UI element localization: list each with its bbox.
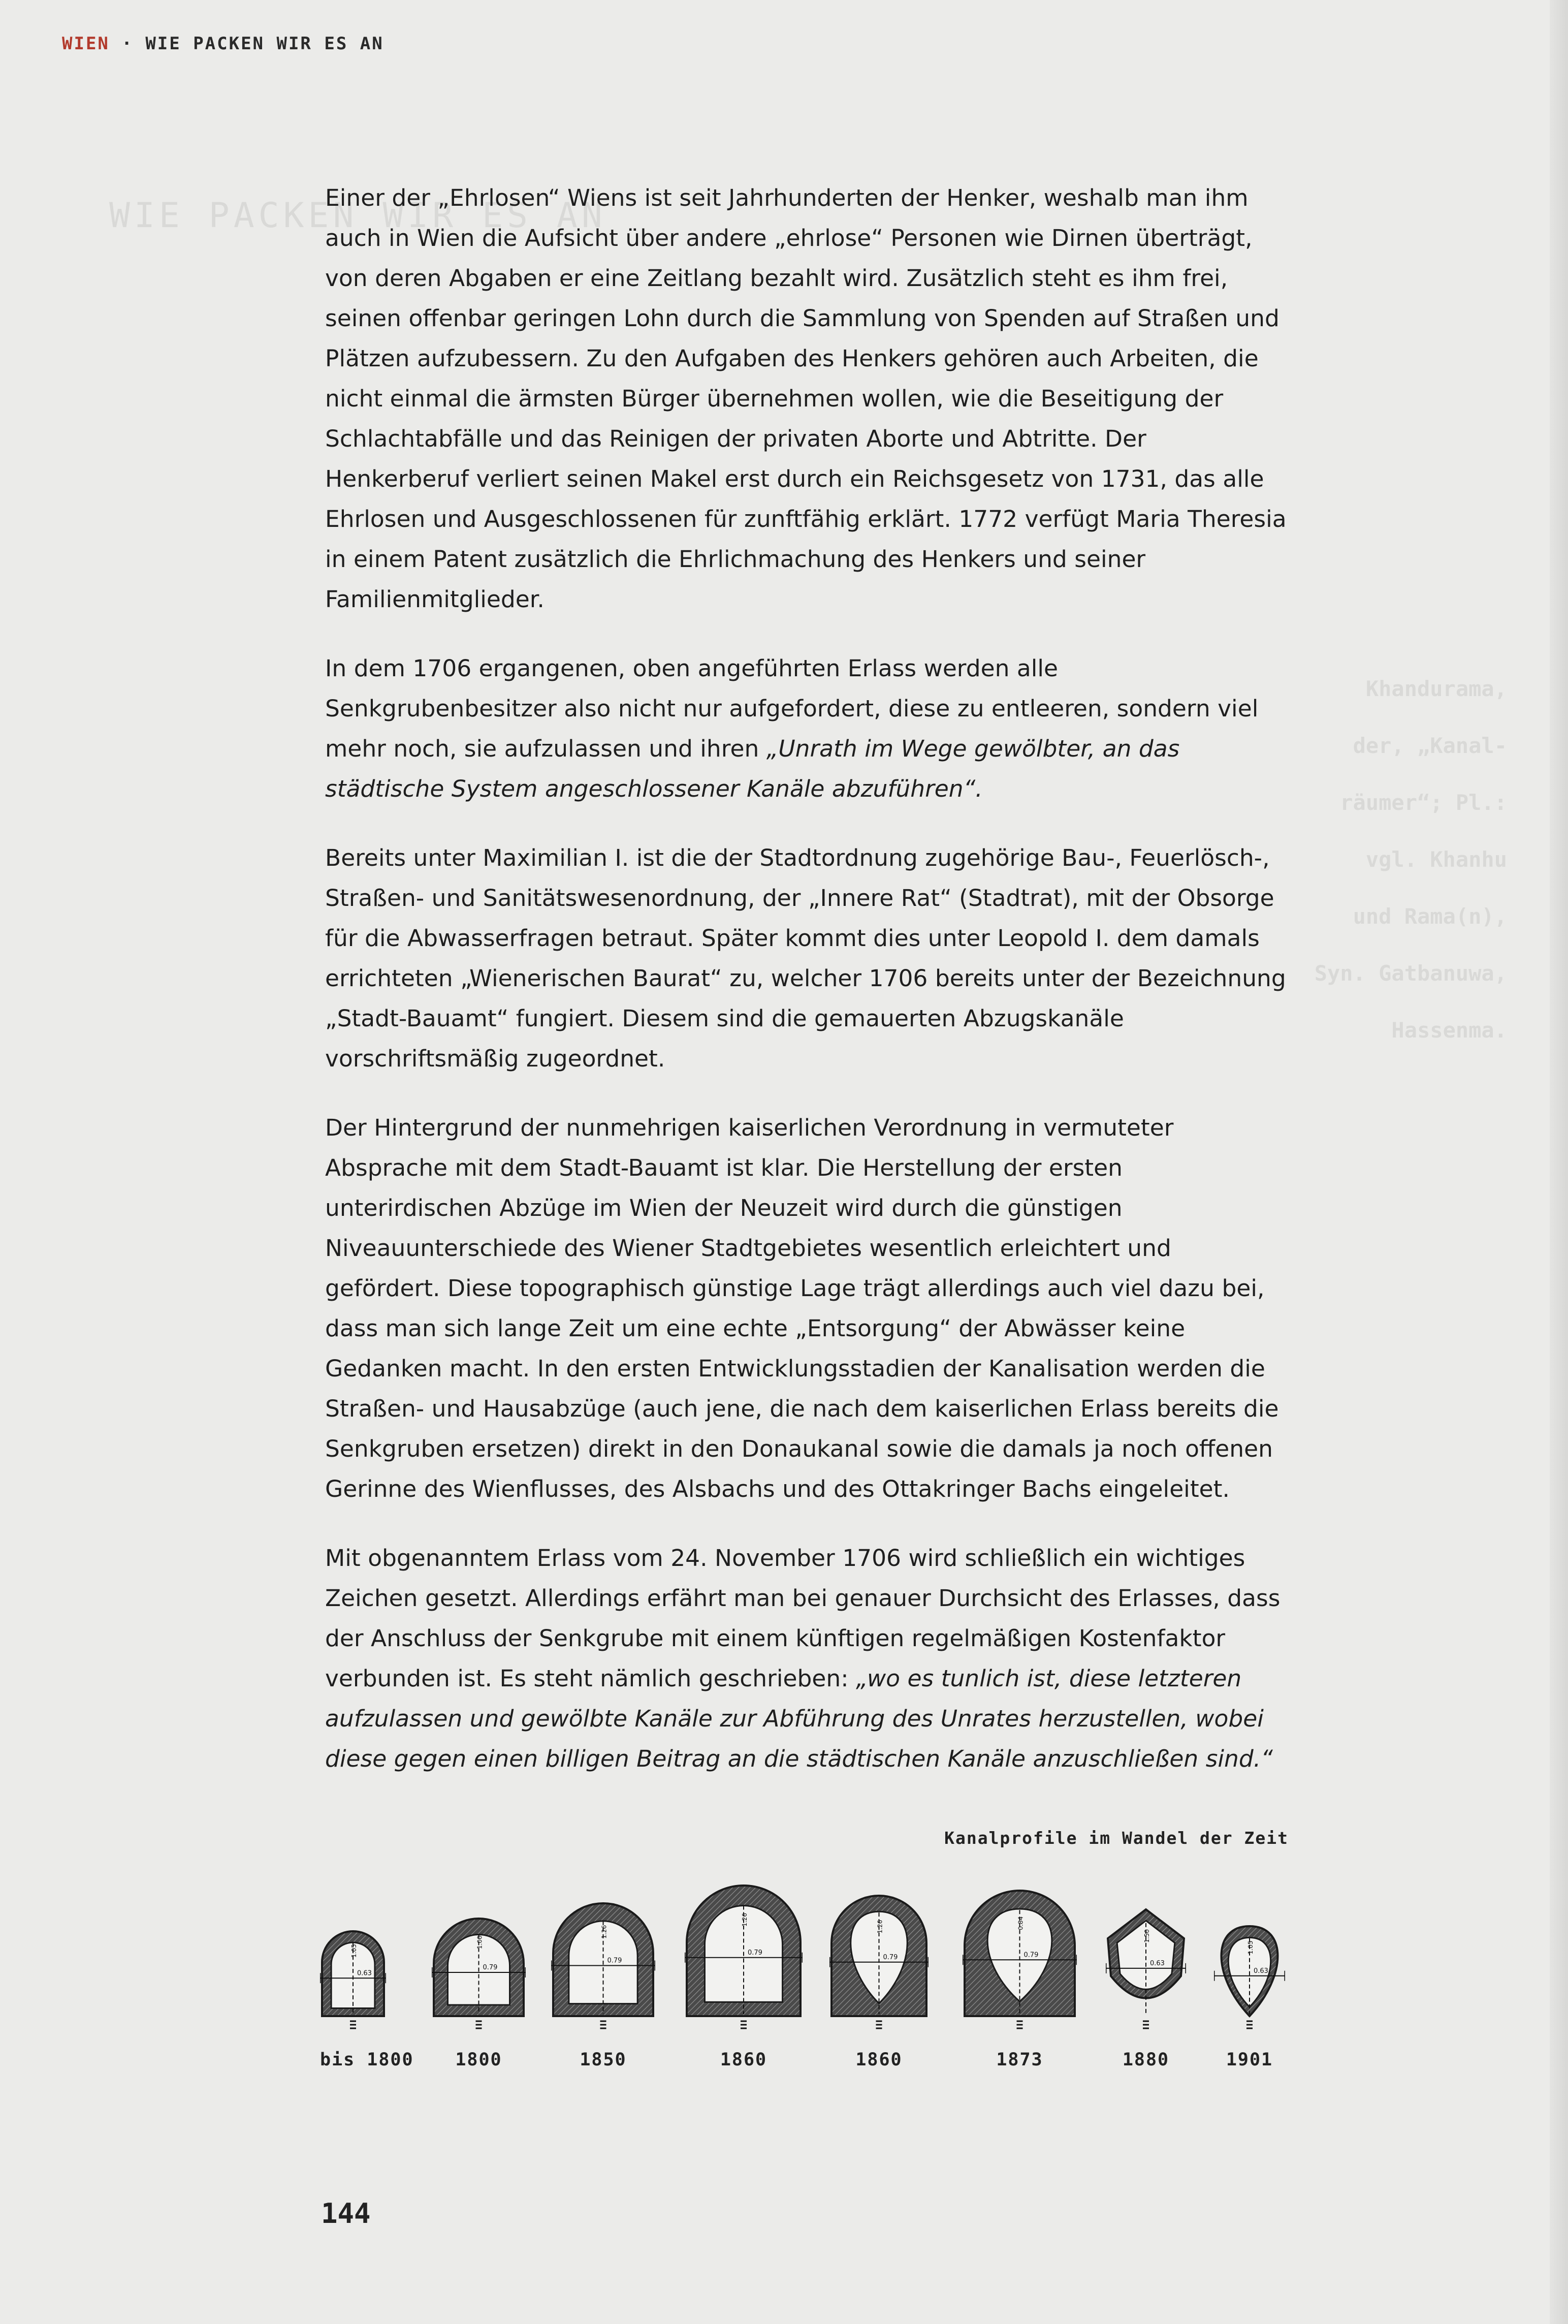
bleed-through-line: Khandurama, xyxy=(1365,676,1507,701)
profile-height-dimension: 0.84 xyxy=(1017,1916,1025,1930)
bleed-through-heading: WIE PACKEN WIR ES AN xyxy=(109,196,606,236)
bleed-through-side-note xyxy=(1315,661,1507,1059)
bleed-through-line: Hassenma. xyxy=(1391,1018,1507,1043)
profile-height-dimension: 1.26 xyxy=(600,1925,608,1939)
profile-width-dimension: 0.79 xyxy=(483,1964,498,1971)
profile-height-dimension: 1.05 xyxy=(1247,1940,1254,1955)
profile-width-dimension: 0.79 xyxy=(748,1949,762,1957)
profile-drawing-arch-tall xyxy=(551,1901,655,2033)
profile-year: 1850 xyxy=(580,2050,627,2070)
profile-item xyxy=(551,1901,655,2070)
profile-width-dimension: 0.79 xyxy=(1023,1951,1039,1959)
paragraph-text: Mit obgenanntem Erlass vom 24. November 1706 wird schließlich ein wichtiges Zeichen gesetzt. Allerdings erfährt man bei genauer Durchsicht des Erlasses, dass der Anschluss der Senkgrube mit einem künftigen regelmäßigen Kostenfaktor verbunden ist. Es steht nämlich geschrieben: xyxy=(325,1545,1281,1692)
paragraph xyxy=(325,1538,1290,1779)
profile-year: 1800 xyxy=(455,2050,502,2070)
profile-year: 1860 xyxy=(855,2050,903,2070)
paragraph-text: In dem 1706 ergangenen, oben angeführten Erlass werden alle Senkgrubenbesitzer also nicht nur aufgefordert, diese zu entleeren, sondern viel mehr noch, sie aufzulassen und ihren xyxy=(325,655,1259,762)
profile-width-dimension: 0.63 xyxy=(357,1969,372,1977)
header-separator: · xyxy=(109,34,146,54)
page-edge-shadow xyxy=(1550,0,1568,2324)
profile-drawing-arch-small xyxy=(320,1929,386,2033)
sewer-profiles-figure xyxy=(320,1866,1295,2079)
profile-drawing-egg-small xyxy=(1214,1924,1285,2033)
profile-item xyxy=(1106,1907,1186,2070)
profile-item xyxy=(963,1889,1077,2070)
profile-height-dimension: 1.50 xyxy=(1143,1929,1150,1943)
paragraph-text: Der Hintergrund der nunmehrigen kaiserlichen Verordnung in vermuteter Absprache mit dem Stadt-Bauamt ist klar. Die Herstellung der ersten unterirdischen Abzüge im Wien der Neuzeit wird durch die günstigen Niveauunterschiede des Wiener Stadtgebietes wesentlich erleichtert und gefördert. Diese topographisch günstige Lage trägt allerdings auch viel dazu bei, dass man sich lange Zeit um eine echte „Entsorgung“ der Abwässer keine Gedanken macht. In den ersten Entwicklungsstadien der Kanalisation werden die Straßen- und Hausabzüge (auch jene, die nach dem kaiserlichen Erlass bereits die Senkgruben ersetzen) direkt in den Donaukanal sowie die damals ja noch offenen Gerinne des Wienflusses, des Alsbachs und des Ottakringer Bachs eingeleitet. xyxy=(325,1114,1279,1502)
profile-year: 1880 xyxy=(1122,2050,1170,2070)
quoted-decree-text: „wo es tunlich ist, diese letzteren aufzulassen und gewölbte Kanäle zur Abführung des Unrates herzustellen, wobei diese gegen einen billigen Beitrag an die städtischen Kanäle anzuschließen sind.“ xyxy=(325,1665,1273,1772)
profile-year: 1860 xyxy=(720,2050,767,2070)
profile-item xyxy=(432,1917,526,2070)
profile-drawing-pointed xyxy=(1106,1907,1186,2033)
profile-height-dimension: 1.26 xyxy=(876,1920,884,1934)
paragraph xyxy=(325,838,1290,1079)
profile-drawing-egg-large xyxy=(963,1889,1077,2033)
body-text xyxy=(325,178,1290,1808)
profile-height-dimension: 1.26 xyxy=(741,1913,748,1927)
profile-width-dimension: 0.63 xyxy=(1254,1967,1268,1975)
header-section: WIEN xyxy=(62,34,110,54)
paragraph xyxy=(325,178,1290,619)
bleed-through-line: Syn. Gatbanuwa, xyxy=(1314,961,1507,986)
bleed-through-line: räumer“; Pl.: xyxy=(1340,790,1507,815)
profile-year: bis 1800 xyxy=(320,2050,414,2070)
profile-drawing-arch-wide xyxy=(432,1917,526,2033)
quoted-decree-text: „Unrath im Wege gewölbter, an das städtische System angeschlossener Kanäle abzuführen“. xyxy=(325,735,1180,802)
profile-item xyxy=(685,1883,803,2070)
profile-width-dimension: 0.63 xyxy=(1150,1959,1165,1967)
paragraph-text: Einer der „Ehrlosen“ Wiens ist seit Jahrhunderten der Henker, weshalb man ihm auch in Wien die Aufsicht über andere „ehrlose“ Personen wie Dirnen überträgt, von deren Abgaben er eine Zeitlang bezahlt wird. Zusätzlich steht es ihm frei, seinen offenbar geringen Lohn durch die Sammlung von Spenden auf Straßen und Plätzen aufzubessern. Zu den Aufgaben des Henkers gehören auch Arbeiten, die nicht einmal die ärmsten Bürger übernehmen wollen, wie die Beseitigung der Schlachtabfälle und das Reinigen der privaten Aborte und Abtritte. Der Henkerberuf verliert seinen Makel erst durch ein Reichsgesetz von 1731, das alle Ehrlosen und Ausgeschlossenen für zunftfähig erklärt. 1772 verfügt Maria Theresia in einem Patent zusätzlich die Ehrlichmachung des Henkers und seiner Familienmitglieder. xyxy=(325,184,1287,613)
running-header xyxy=(62,34,384,54)
figure-caption: Kanalprofile im Wandel der Zeit xyxy=(944,1828,1289,1848)
paragraph xyxy=(325,1108,1290,1509)
profile-year: 1901 xyxy=(1226,2050,1273,2070)
profile-item xyxy=(1214,1924,1285,2070)
header-title: WIE PACKEN WIR ES AN xyxy=(145,34,384,54)
profile-width-dimension: 0.79 xyxy=(607,1957,622,1965)
profile-width-dimension: 0.79 xyxy=(883,1953,898,1961)
profile-height-dimension: 1.00 xyxy=(476,1935,484,1949)
profile-drawing-arch-large xyxy=(685,1883,803,2033)
paragraph xyxy=(325,648,1290,809)
page-number: 144 xyxy=(321,2197,371,2229)
paragraph-text: Bereits unter Maximilian I. ist die der Stadtordnung zugehörige Bau-, Feuerlösch-, Straßen- und Sanitätswesenordnung, der „Innere Rat“ (Stadtrat), mit der Obsorge für die Abwasserfragen betraut. Später kommt dies unter Leopold I. dem damals errichteten „Wienerischen Baurat“ zu, welcher 1706 bereits unter der Bezeichnung „Stadt-Bauamt“ fungiert. Diesem sind die gemauerten Abzugskanäle vorschriftsmäßig zugeordnet. xyxy=(325,844,1286,1072)
bleed-through-line: vgl. Khanhu xyxy=(1365,847,1507,872)
bleed-through-line: der, „Kanal- xyxy=(1353,733,1507,758)
profile-item xyxy=(320,1929,414,2070)
profile-year: 1873 xyxy=(996,2050,1043,2070)
profile-drawing-egg-round xyxy=(829,1894,929,2033)
profile-item xyxy=(829,1894,929,2070)
bleed-through-line: und Rama(n), xyxy=(1353,904,1507,929)
profile-height-dimension: 1.05 xyxy=(350,1944,358,1958)
